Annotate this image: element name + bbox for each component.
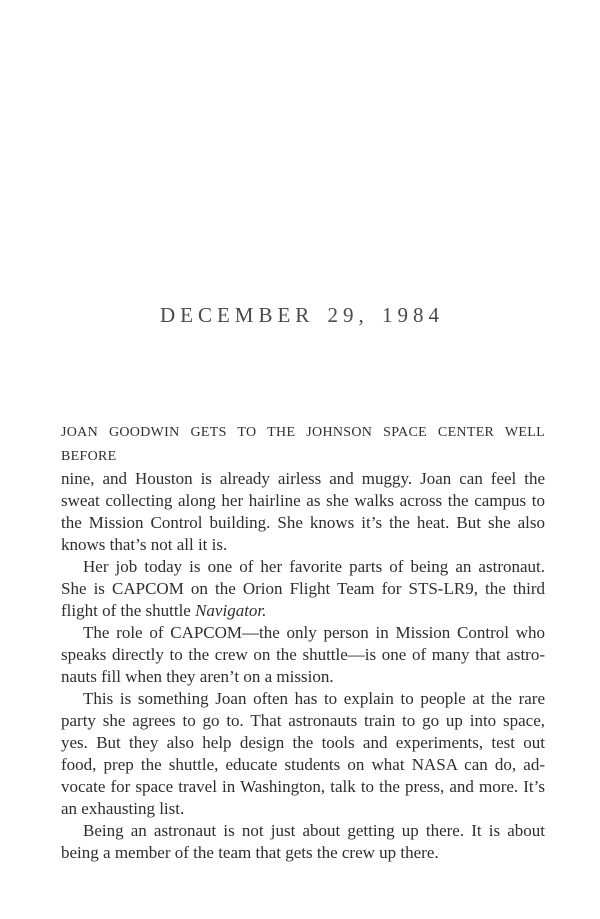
text-run: She is CAPCOM on the Orion Flight Team for STS-LR9, the third (61, 579, 545, 598)
text-line (61, 710, 545, 732)
text-line (61, 732, 545, 754)
text-run: being a member of the team that gets the crew up there. (61, 843, 439, 862)
text-line (61, 644, 545, 666)
smallcaps-text-run: JOAN GOODWIN GETS TO THE JOHNSON SPACE CENTER WELL BEFORE (61, 425, 545, 464)
italic-text-run: Navigator. (195, 601, 267, 620)
chapter-heading: DECEMBER 29, 1984 (159, 303, 445, 327)
text-run: speaks directly to the crew on the shuttle—is one of many that astro- (61, 645, 545, 664)
text-run: party she agrees to go to. That astronauts train to go up into space, (61, 711, 545, 730)
text-line (61, 490, 545, 512)
text-line (61, 420, 545, 468)
text-line (61, 842, 545, 864)
text-run: nauts fill when they aren’t on a mission. (61, 667, 334, 686)
paragraph (61, 622, 545, 688)
text-run: an exhausting list. (61, 799, 185, 818)
paragraph (61, 688, 545, 820)
text-line (61, 534, 545, 556)
text-run: Her job today is one of her favorite parts of being an astronaut. (83, 557, 545, 576)
text-run: sweat collecting along her hairline as she walks across the campus to (61, 491, 545, 510)
text-line (61, 600, 545, 622)
paragraph (61, 820, 545, 864)
text-line (61, 556, 545, 578)
text-run: yes. But they also help design the tools and experiments, test out (61, 733, 545, 752)
text-run: the Mission Control building. She knows it’s the heat. But she also (61, 513, 545, 532)
text-run: This is something Joan often has to explain to people at the rare (83, 689, 545, 708)
text-run: The role of CAPCOM—the only person in Mission Control who (83, 623, 545, 642)
text-line (61, 798, 545, 820)
page-body (61, 420, 545, 864)
text-run: nine, and Houston is already airless and muggy. Joan can feel the (61, 469, 545, 488)
text-line (61, 754, 545, 776)
text-run: vocate for space travel in Washington, talk to the press, and more. It’s (61, 777, 545, 796)
text-line (61, 578, 545, 600)
text-line (61, 666, 545, 688)
text-run: knows that’s not all it is. (61, 535, 228, 554)
paragraph (61, 420, 545, 556)
text-run: Being an astronaut is not just about getting up there. It is about (83, 821, 545, 840)
text-run: flight of the shuttle (61, 601, 196, 620)
text-line (61, 622, 545, 644)
text-line (61, 776, 545, 798)
paragraph (61, 556, 545, 622)
text-line (61, 688, 545, 710)
text-line (61, 820, 545, 842)
text-line (61, 512, 545, 534)
text-run: food, prep the shuttle, educate students on what NASA can do, ad- (61, 755, 545, 774)
text-line (61, 468, 545, 490)
